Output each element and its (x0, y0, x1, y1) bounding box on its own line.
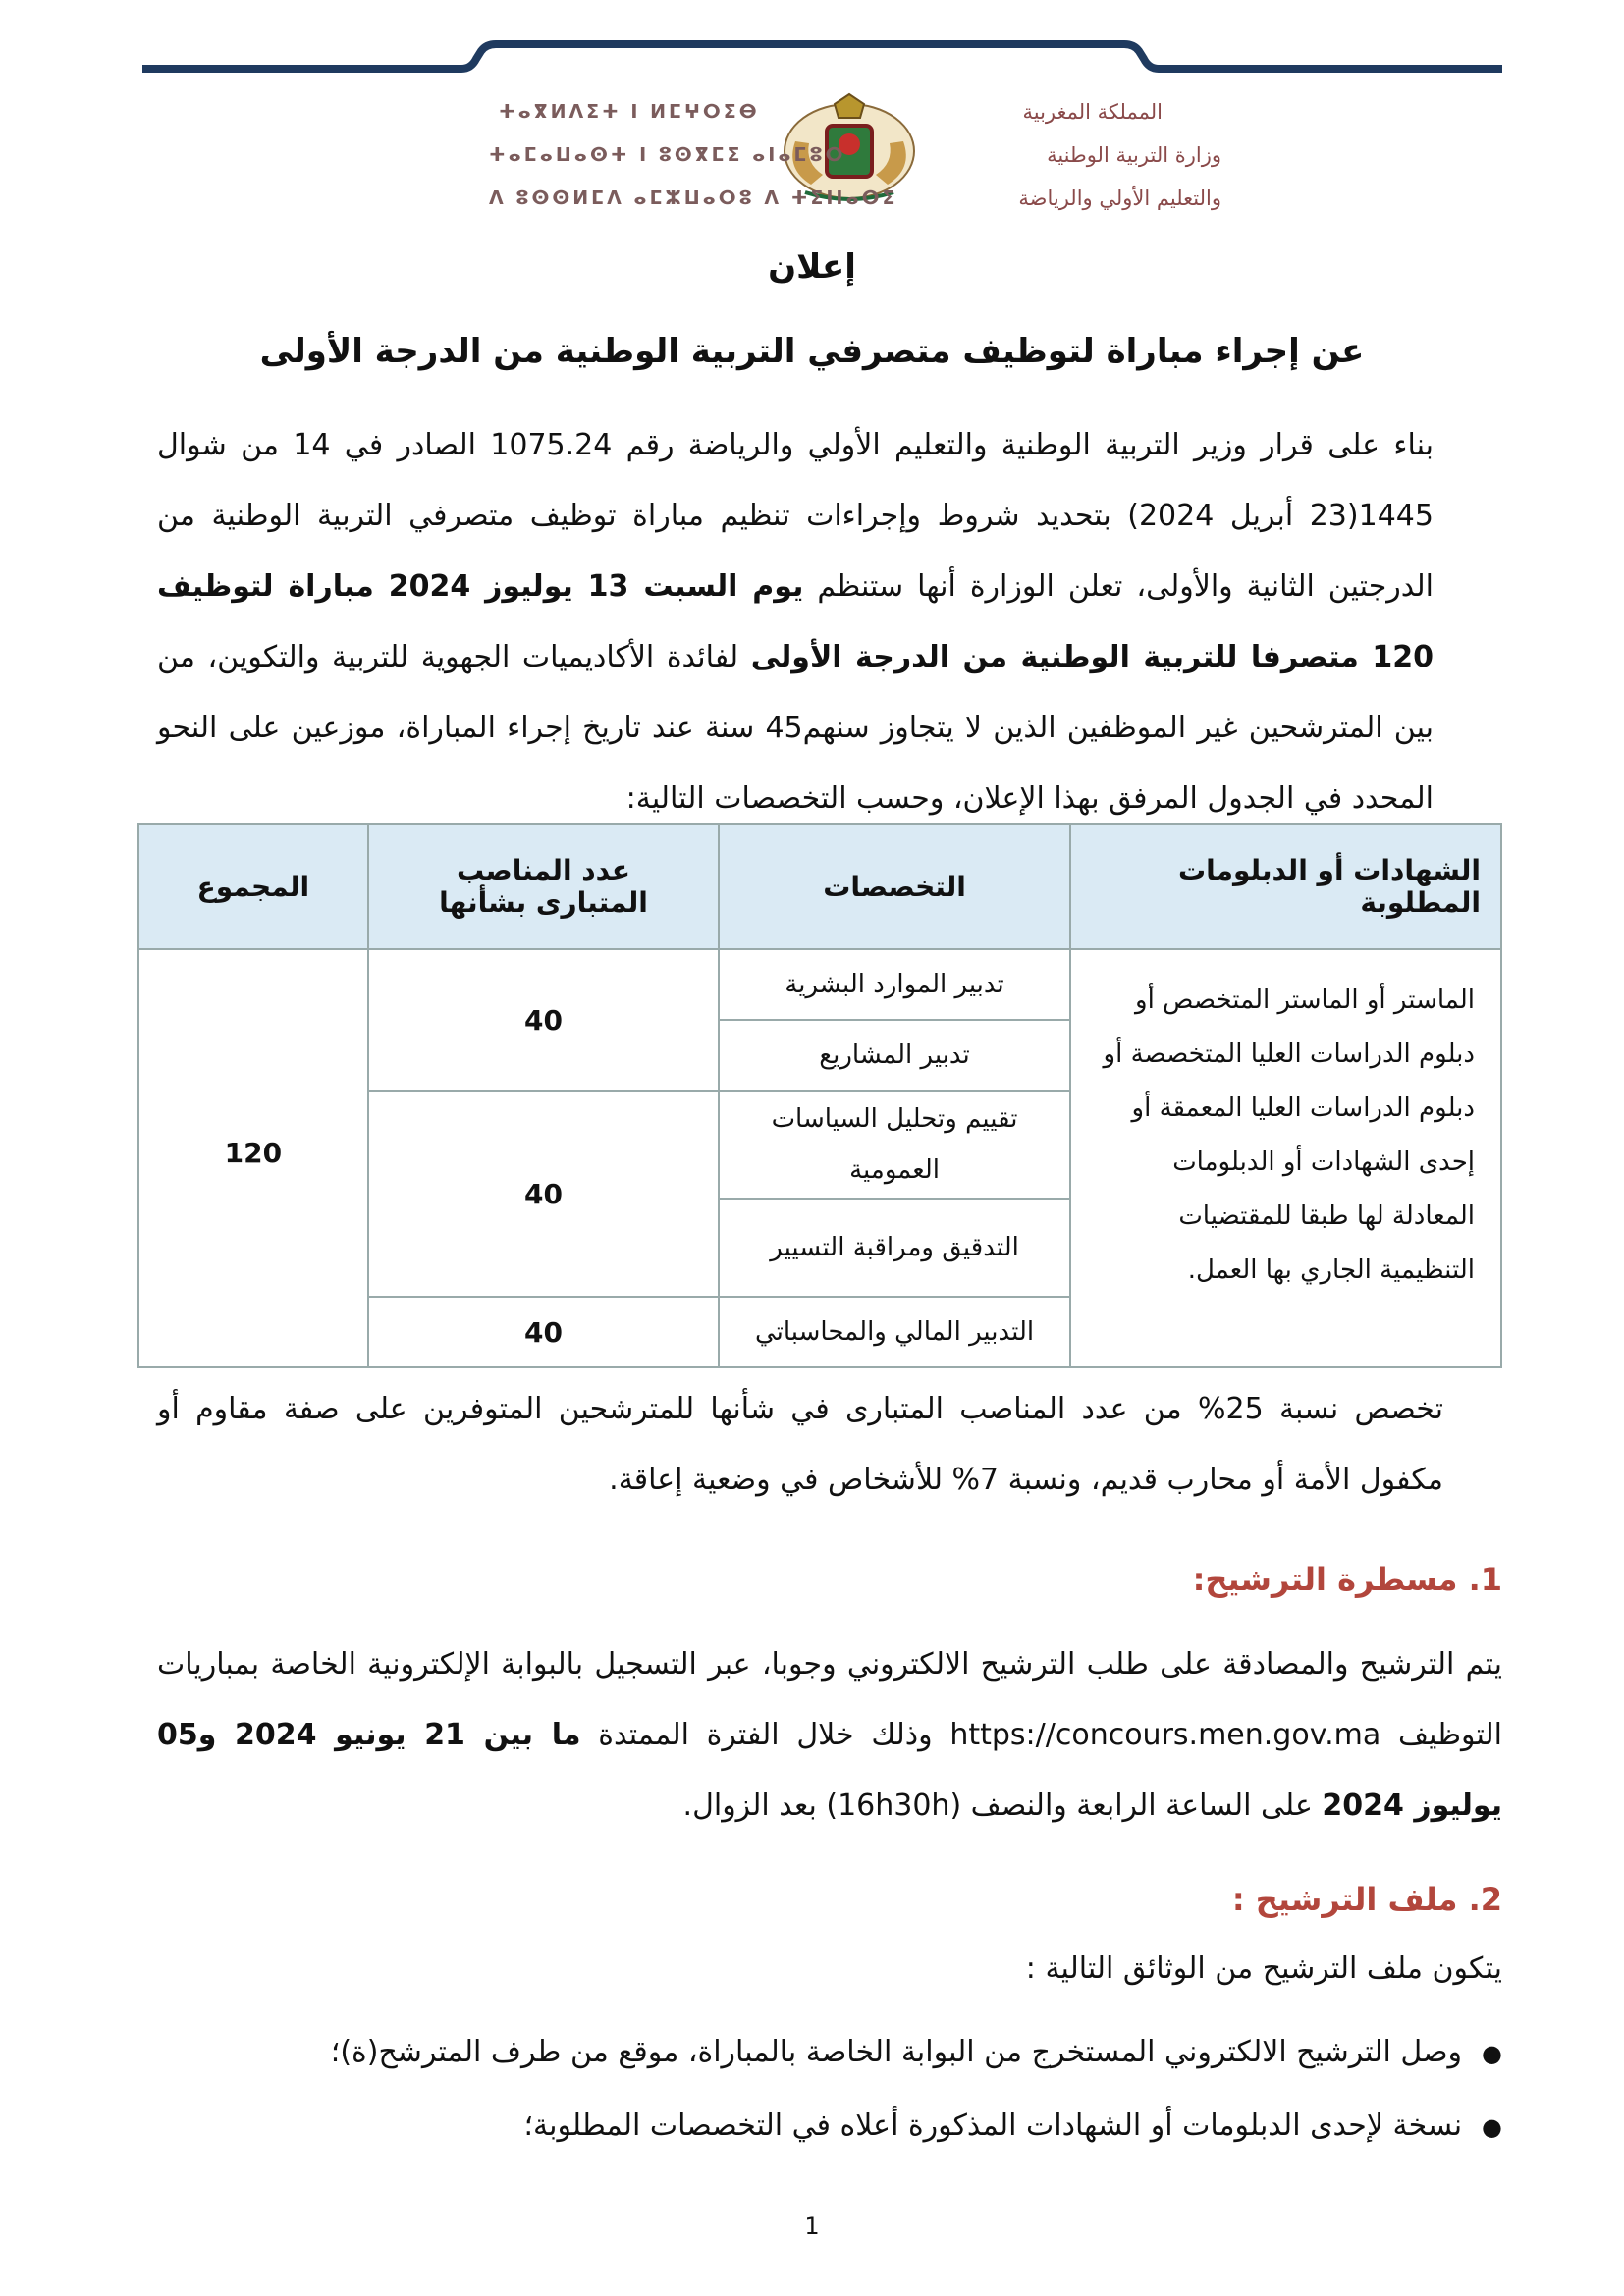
tifinagh-line-3: ⴷ ⵓⵙⵙⵍⵎⴷ ⴰⵎⵣⵡⴰⵔⵓ ⴷ ⵜⵉⵏⵏⴰⵔⵉ (489, 187, 898, 209)
quota-paragraph: تخصص نسبة 25% من عدد المناصب المتبارى في شأنها للمترشحين المتوفرين على صفة مقاوم أو مكفول الأمة أو محارب قديم، ونسبة 7% للأشخاص في وضعية إعاقة. (157, 1392, 1443, 1497)
posts-cell: 40 (368, 1297, 720, 1367)
intro-text-2: لفائدة الأكاديميات الجهوية للتربية والتكوين، من بين المترشحين غير الموظفين الذين لا يتجاوز سنهم45 سنة عند تاريخ إجراء المباراة، موزعين على النحو المحدد في الجدول المرفق بهذا الإعلان، وحسب التخصصات التالية: (157, 640, 1435, 816)
intro-paragraph (157, 410, 1434, 834)
ministry-name-tifinagh (489, 90, 897, 220)
section1-text-3: على الساعة الرابعة والنصف (16h30h) بعد الزوال. (682, 1789, 1323, 1823)
intro-text-1: بناء على قرار وزير التربية الوطنية والتعليم الأولي والرياضة رقم 1075.24 الصادر في 14 من شوال 1445(23 أبريل 2024) بتحديد شروط وإجراءات تنظيم مباراة توظيف متصرفي التربية الوطنية من الدرجتين الثانية والأولى، تعلن الوزارة أنها ستنظم (157, 428, 1435, 604)
posts-table (137, 823, 1502, 1368)
announcement-title: إعلان (768, 247, 856, 287)
specialty-cell: تقييم وتحليل السياسات العمومية (719, 1091, 1070, 1199)
section1-bold-dates: ما بين 21 يونيو 2024 و05 يوليوز 2024 (157, 1718, 1502, 1823)
list-item-text: نسخة لإحدى الدبلومات أو الشهادات المذكورة أعلاه في التخصصات المطلوبة؛ (523, 2109, 1463, 2143)
application-portal-link[interactable]: https://concours.men.gov.ma (949, 1718, 1381, 1752)
specialty-cell: تدبير المشاريع (719, 1020, 1070, 1091)
header-posts: عدد المناصب المتبارى بشأنها (368, 824, 720, 949)
posts-cell: 40 (368, 1091, 720, 1297)
header-certificates: الشهادات أو الدبلومات المطلوبة (1070, 824, 1501, 949)
header-line-2: وزارة التربية الوطنية (1047, 143, 1221, 167)
announcement-subtitle: عن إجراء مباراة لتوظيف متصرفي التربية الوطنية من الدرجة الأولى (259, 332, 1365, 371)
documents-list (331, 2016, 1502, 2163)
section2-intro: يتكون ملف الترشيح من الوثائق التالية : (1025, 1951, 1502, 1986)
tifinagh-line-1: ⵜⴰⴳⵍⴷⵉⵜ ⵏ ⵍⵎⵖⵔⵉⴱ (499, 101, 760, 123)
intro-bold-date: يوم السبت 13 يوليوز 2024 مباراة لتوظيف 120 متصرفا للتربية الوطنية من الدرجة الأولى (157, 569, 1434, 674)
list-item (331, 2090, 1502, 2163)
certificates-cell: الماستر أو الماستر المتخصص أو دبلوم الدراسات العليا المتخصصة أو دبلوم الدراسات العليا المعمقة أو إحدى الشهادات أو الدبلومات المعادلة لها طبقا للمقتضيات التنظيمية الجاري بها العمل. (1070, 949, 1501, 1367)
ministry-name-arabic (1018, 90, 1221, 220)
posts-cell: 40 (368, 949, 720, 1091)
list-item (331, 2016, 1502, 2090)
page-number: 1 (804, 2213, 820, 2240)
table-row (138, 949, 1501, 1020)
section1-paragraph (157, 1629, 1502, 1842)
list-item-text: وصل الترشيح الالكتروني المستخرج من البوابة الخاصة بالمباراة، موقع من طرف المترشح(ة)؛ (330, 2035, 1463, 2069)
section1-heading: 1. مسطرة الترشيح: (1192, 1561, 1502, 1598)
tifinagh-line-2: ⵜⴰⵎⴰⵡⴰⵙⵜ ⵏ ⵓⵙⴳⵎⵉ ⴰⵏⴰⵎⵓⵔ (489, 144, 846, 166)
header-line-1: المملكة المغربية (1022, 100, 1163, 124)
header-total: المجموع (138, 824, 368, 949)
header-line-3: والتعليم الأولي والرياضة (1018, 187, 1221, 210)
section1-text-2: وذلك خلال الفترة الممتدة (580, 1718, 950, 1752)
table-header-row (138, 824, 1501, 949)
specialty-cell: التدقيق ومراقبة التسيير (719, 1199, 1070, 1297)
specialty-cell: تدبير الموارد البشرية (719, 949, 1070, 1020)
total-cell: 120 (138, 949, 368, 1367)
top-border-line (0, 0, 1624, 88)
header-specialties: التخصصات (719, 824, 1070, 949)
section2-heading: 2. ملف الترشيح : (1231, 1881, 1502, 1918)
section1-text-1: يتم الترشيح والمصادقة على طلب الترشيح الالكتروني وجوبا، عبر التسجيل بالبوابة الإلكترونية الخاصة بمباريات التوظيف (157, 1647, 1503, 1752)
specialty-cell: التدبير المالي والمحاسباتي (719, 1297, 1070, 1367)
